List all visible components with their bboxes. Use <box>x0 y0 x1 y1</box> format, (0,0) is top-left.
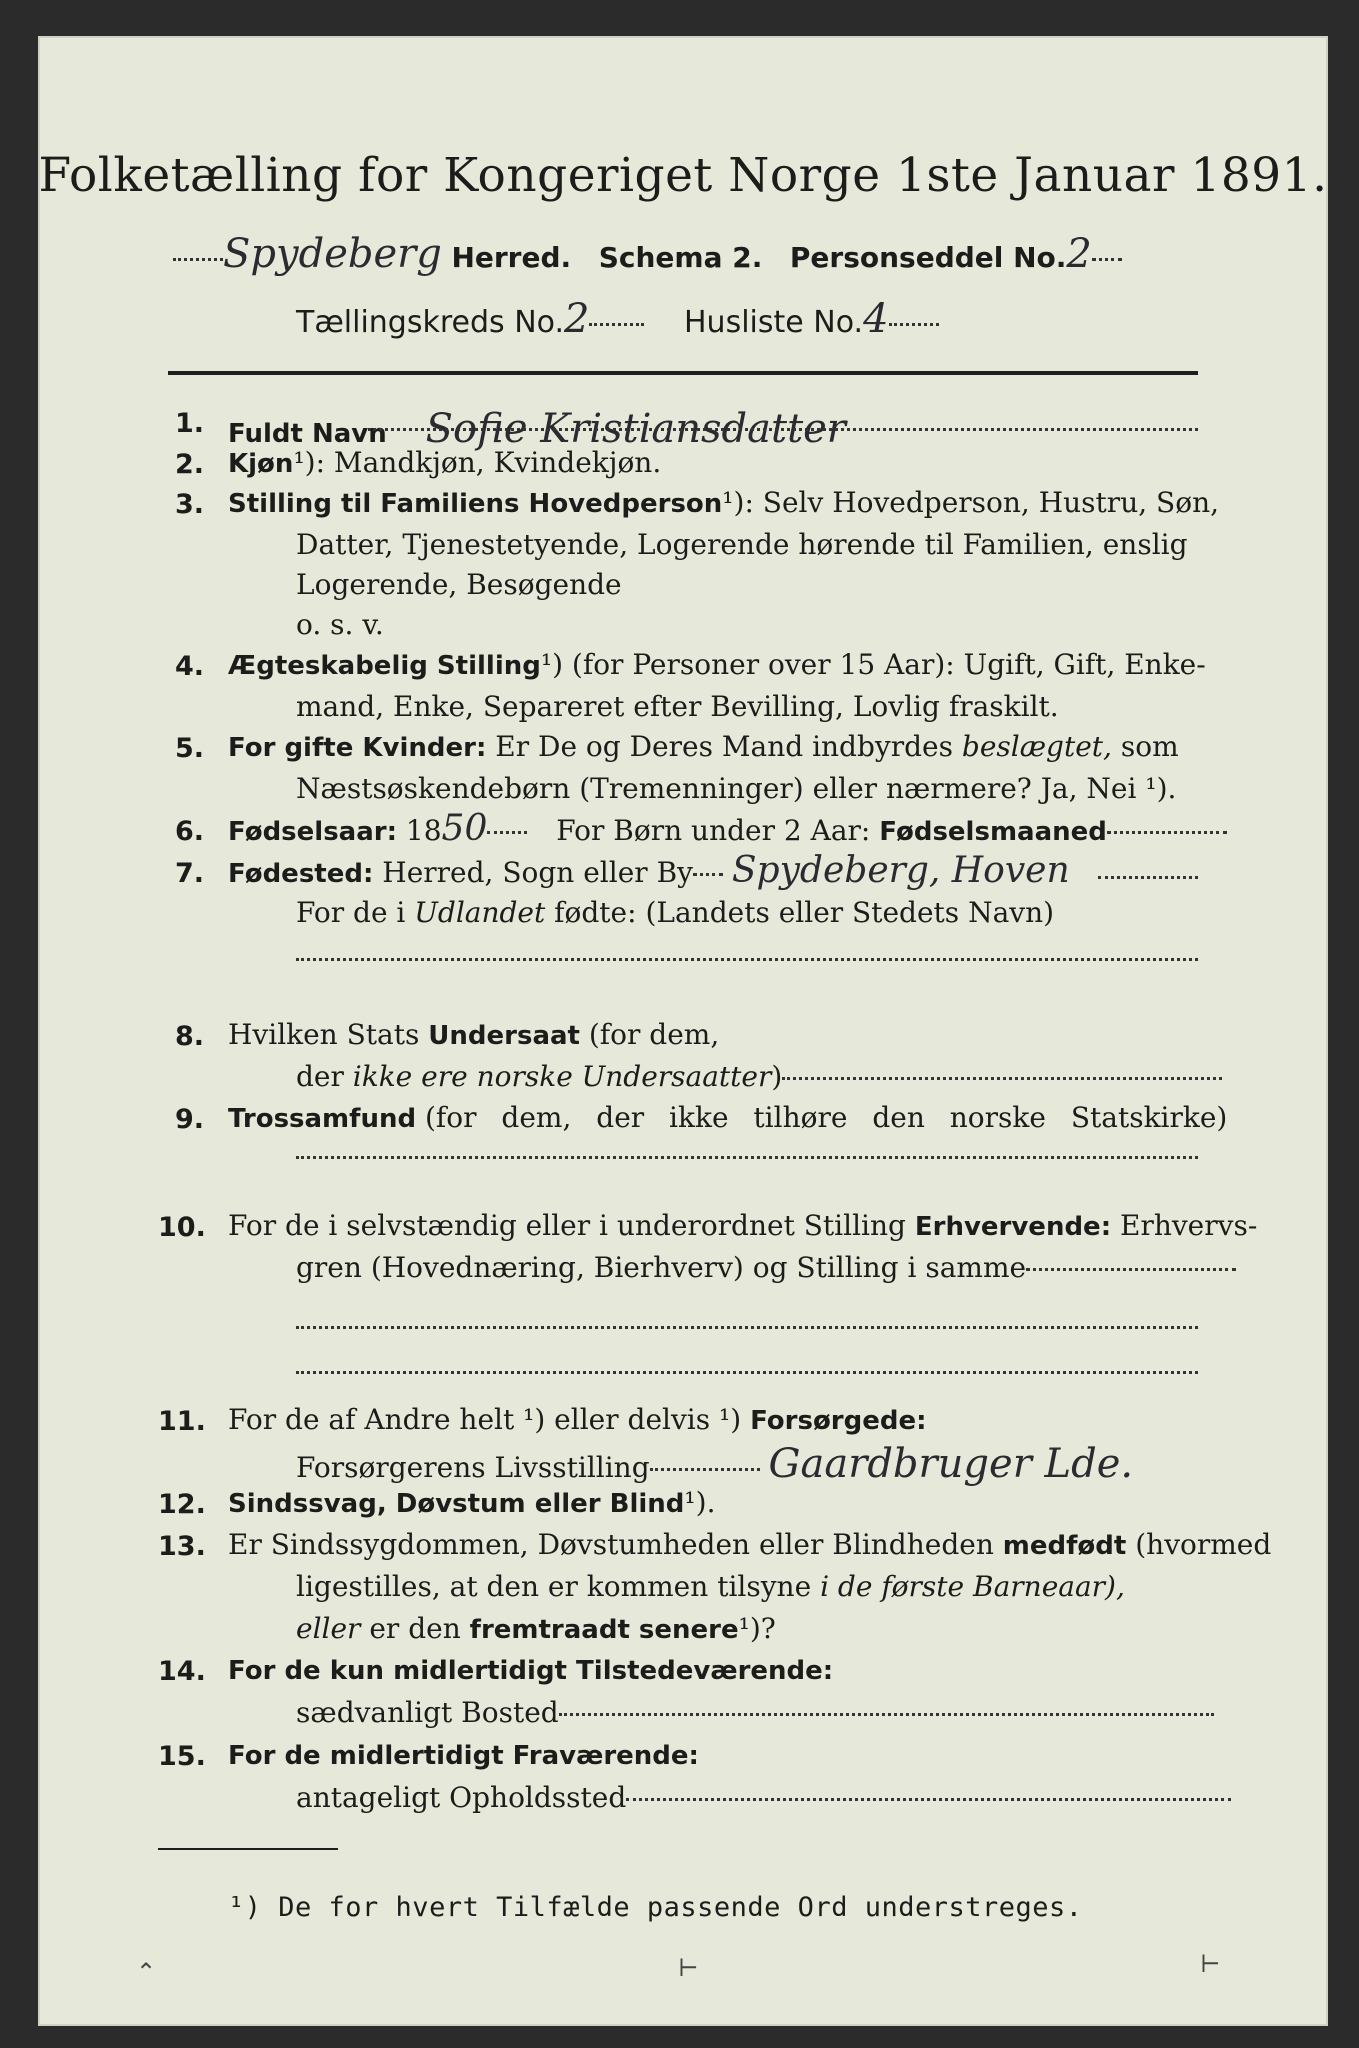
item-number: 6. <box>174 816 204 847</box>
married-women-question: Er De og Deres Mand indbyrdes <box>495 730 953 763</box>
birthplace-line-2 <box>296 896 1054 929</box>
family-position-options: ¹): Selv Hovedperson, Hustru, Søn, <box>722 486 1219 519</box>
temporary-absent-label: For de midlertidigt Fraværende: <box>228 1741 699 1771</box>
registration-mark-left: ⌃ <box>136 1958 157 1986</box>
item-number: 2. <box>174 449 204 480</box>
supporter-value: Gaardbruger Lde. <box>768 1441 1134 1487</box>
item-number: 14. <box>158 1656 206 1687</box>
herred-label: Herred. <box>451 241 572 274</box>
birth-month-label: Fødselsmaaned <box>879 817 1107 847</box>
abroad-prefix: For de i <box>296 896 406 929</box>
personseddel-number: 2 <box>1066 231 1092 277</box>
citizenship-label: Undersaat <box>428 1021 580 1051</box>
husliste-number: 4 <box>863 296 889 342</box>
citizenship-prefix: Hvilken Stats <box>228 1018 420 1051</box>
abroad-suffix: fødte: (Landets eller Stedets Navn) <box>554 896 1055 929</box>
usual-residence-label: sædvanligt Bosted <box>296 1696 559 1729</box>
family-position-label: Stilling til Familiens Hovedperson <box>228 489 723 519</box>
full-name-value: Sofie Kristiansdatter <box>425 406 846 452</box>
registration-mark-center: ⊢ <box>678 1954 699 1982</box>
item-2-row <box>228 446 661 479</box>
supporter-line <box>296 1441 1133 1487</box>
congenital-line-2-italic: i de første Barneaar), <box>820 1570 1125 1603</box>
congenital-suffix: (hvormed <box>1135 1528 1272 1561</box>
item-4-row <box>228 648 1206 681</box>
supporter-label: Forsørgerens Livsstilling <box>296 1451 650 1484</box>
married-women-end: som <box>1120 730 1179 763</box>
supported-label: Forsørgede: <box>750 1406 927 1436</box>
item-number: 8. <box>174 1021 204 1052</box>
congenital-line-2 <box>296 1570 1125 1603</box>
item-5-row <box>228 730 1179 763</box>
abroad-italic: Udlandet <box>414 896 546 929</box>
registration-mark-right: ⊢ <box>1200 1950 1221 1978</box>
item-number: 13. <box>158 1531 206 1562</box>
item-number: 3. <box>174 489 204 520</box>
item-number: 4. <box>174 651 204 682</box>
presumed-residence-label: antageligt Opholdssted <box>296 1781 627 1814</box>
birthplace-line <box>1098 876 1198 879</box>
occupation-answer-line-1 <box>296 1326 1198 1329</box>
religion-text: (for dem, der ikke tilhøre den norske Statskirke) <box>425 1101 1228 1134</box>
header-divider <box>168 371 1198 375</box>
congenital-line-3 <box>296 1612 776 1645</box>
birth-year-label: Fødselsaar: <box>228 817 397 847</box>
herred-name: Spydeberg <box>223 231 442 277</box>
item-14-row <box>228 1653 833 1686</box>
item-number: 12. <box>158 1489 206 1520</box>
family-position-line-4: o. s. v. <box>296 608 384 641</box>
full-name-label: Fuldt Navn <box>228 419 387 449</box>
item-number: 5. <box>174 733 204 764</box>
citizenship-line-2: der ikke ere norske Undersaatter) <box>296 1060 1222 1093</box>
item-number: 7. <box>174 858 204 889</box>
birthplace-label: Fødested: <box>228 859 374 889</box>
supported-prefix: For de af Andre helt ¹) eller delvis ¹) <box>228 1403 742 1436</box>
schema-label: Schema 2. <box>598 241 763 274</box>
item-number: 10. <box>158 1212 206 1243</box>
header-line-3 <box>296 296 939 342</box>
birth-year-prefix: 18 <box>405 814 442 847</box>
item-number: 11. <box>158 1406 206 1437</box>
item-9-row <box>228 1101 1227 1134</box>
header-line-2 <box>173 231 1122 277</box>
item-number: 9. <box>174 1104 204 1135</box>
congenital-label: medfødt <box>1002 1531 1127 1561</box>
item-10-row <box>228 1209 1257 1242</box>
disability-label: Sindssvag, Døvstum eller Blind <box>228 1489 685 1519</box>
citizenship-line-2-italic: ikke ere norske Undersaatter <box>352 1060 772 1093</box>
item-13-row <box>228 1528 1271 1561</box>
item-6-row <box>228 808 1227 849</box>
congenital-line-2-text: ligestilles, at den er kommen tilsyne <box>296 1570 812 1603</box>
birth-year-value: 50 <box>441 808 488 849</box>
congenital-line-3-label: fremtraadt senere <box>469 1615 739 1645</box>
sex-label: Kjøn <box>228 449 294 479</box>
children-under-2-text: For Børn under 2 Aar: <box>556 814 871 847</box>
occupation-label: Erhvervende: <box>914 1212 1112 1242</box>
abroad-answer-line <box>296 958 1198 961</box>
item-number: 1. <box>174 408 204 439</box>
congenital-line-3-end: ¹)? <box>738 1612 776 1645</box>
married-women-italic: beslægtet, <box>961 730 1112 763</box>
married-women-label: For gifte Kvinder: <box>228 733 487 763</box>
marital-status-options: ¹) (for Personer over 15 Aar): Ugift, Gift, Enke- <box>540 648 1206 681</box>
item-15-row <box>228 1738 699 1771</box>
item-12-row <box>228 1486 715 1519</box>
citizenship-line-2-prefix: der <box>296 1060 344 1093</box>
family-position-line-2: Datter, Tjenestetyende, Logerende hørende til Familien, enslig <box>296 528 1188 561</box>
husliste-label: Husliste No. <box>684 305 864 340</box>
sex-options: ¹): Mandkjøn, Kvindekjøn. <box>293 446 662 479</box>
congenital-line-3-text: er den <box>369 1612 461 1645</box>
form-title: Folketælling for Kongeriget Norge 1ste Januar 1891. <box>38 148 1328 203</box>
disability-suffix: ¹). <box>684 1486 716 1519</box>
married-women-line-2: Næstsøskendebørn (Tremenninger) eller nærmere? Ja, Nei ¹). <box>296 772 1177 805</box>
occupation-answer-line-2 <box>296 1371 1198 1374</box>
temporary-present-label: For de kun midlertidigt Tilstedeværende: <box>228 1656 834 1686</box>
birthplace-options: Herred, Sogn eller By <box>382 856 693 889</box>
occupation-line-2 <box>296 1251 1236 1284</box>
item-8-row <box>228 1018 719 1051</box>
occupation-suffix: Erhvervs- <box>1120 1209 1258 1242</box>
item-number: 15. <box>158 1741 206 1772</box>
census-form <box>38 36 1328 2026</box>
marital-status-line-2: mand, Enke, Separeret efter Bevilling, Lovlig fraskilt. <box>296 690 1059 723</box>
presumed-residence-line <box>296 1781 1231 1814</box>
religion-answer-line <box>296 1156 1198 1159</box>
item-3-row <box>228 486 1219 519</box>
religion-label: Trossamfund <box>228 1104 417 1134</box>
marital-status-label: Ægteskabelig Stilling <box>228 651 541 681</box>
congenital-line-3-italic: eller <box>296 1612 361 1645</box>
occupation-prefix: For de i selvstændig eller i underordnet Stilling <box>228 1209 906 1242</box>
kreds-number: 2 <box>564 296 590 342</box>
footnote: ¹) De for hvert Tilfælde passende Ord understreges. <box>228 1892 1083 1923</box>
item-11-row <box>228 1403 927 1436</box>
congenital-prefix: Er Sindssygdommen, Døvstumheden eller Blindheden <box>228 1528 994 1561</box>
birthplace-value: Spydeberg, Hoven <box>731 850 1070 891</box>
kreds-label: Tællingskreds No. <box>296 305 564 340</box>
occupation-line-2-text: gren (Hovednæring, Bierhverv) og Stilling i samme <box>296 1251 1027 1284</box>
citizenship-suffix: (for dem, <box>588 1018 720 1051</box>
footnote-divider <box>158 1848 338 1850</box>
family-position-line-3: Logerende, Besøgende <box>296 568 622 601</box>
usual-residence-line <box>296 1696 1214 1729</box>
full-name-line <box>368 428 1198 431</box>
item-7-row <box>228 850 1070 891</box>
personseddel-label: Personseddel No. <box>789 241 1067 274</box>
